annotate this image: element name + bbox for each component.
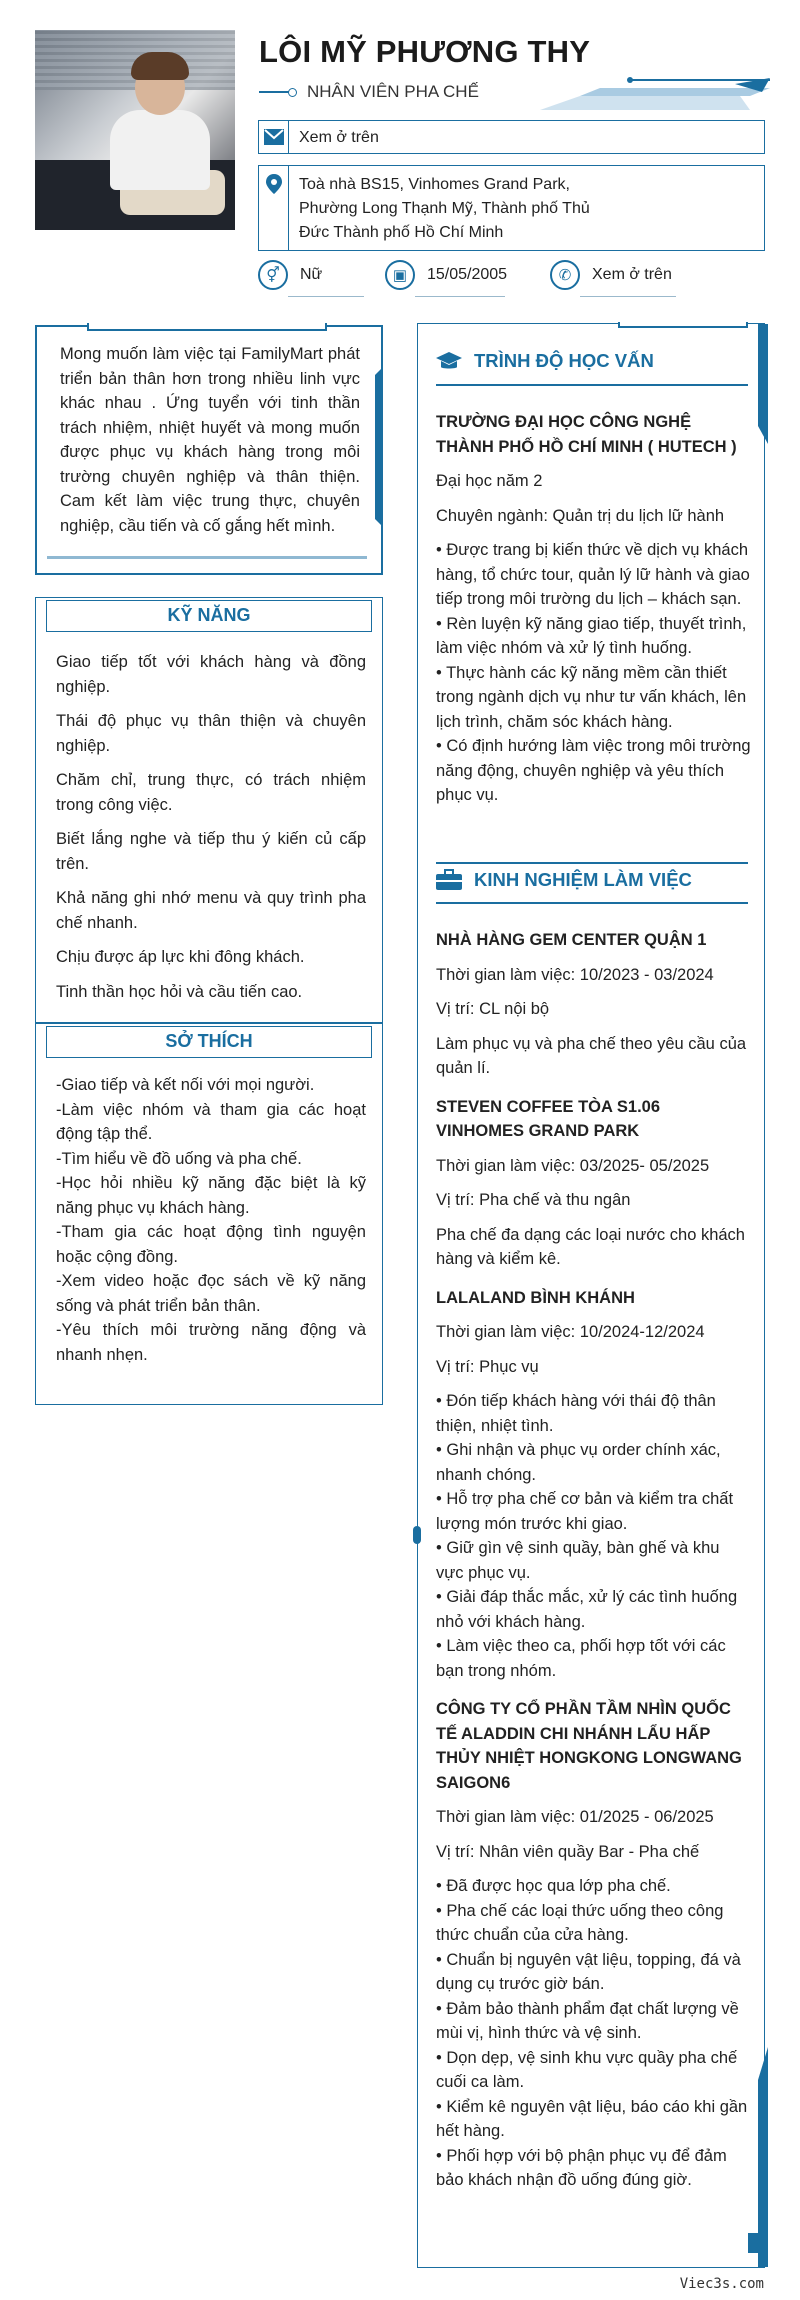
graduation-cap-icon bbox=[436, 350, 462, 372]
skill-item: Thái độ phục vụ thân thiện và chuyên nghiệp. bbox=[56, 712, 366, 755]
job-desc: • Hỗ trợ pha chế cơ bản và kiểm tra chất lượng món trước khi giao. bbox=[436, 1490, 734, 1533]
job-entry bbox=[436, 1697, 751, 2193]
watermark-link[interactable]: Viec3s.com bbox=[679, 2276, 764, 2292]
skill-item: Tinh thần học hỏi và cầu tiến cao. bbox=[56, 982, 303, 1001]
skills-hobbies-panel bbox=[35, 597, 383, 1405]
candidate-name: LÔI MỸ PHƯƠNG THY bbox=[259, 34, 591, 69]
envelope-icon bbox=[259, 121, 289, 153]
education-detail: • Rèn luyện kỹ năng giao tiếp, thuyết trình, làm việc nhóm và xử lý tình huống. bbox=[436, 614, 747, 657]
job-entry bbox=[436, 1095, 751, 1272]
job-desc: • Pha chế các loại thức uống theo công thức chuẩn của cửa hàng. bbox=[436, 1901, 724, 1944]
job-time: Thời gian làm việc: 03/2025- 05/2025 bbox=[436, 1156, 710, 1175]
id-card-icon: ▣ bbox=[385, 260, 415, 290]
hobby-item: -Tham gia các hoạt động tình nguyện hoặc cộng đồng. bbox=[56, 1223, 366, 1266]
education-title: TRÌNH ĐỘ HỌC VẤN bbox=[474, 350, 654, 371]
birthdate-info bbox=[385, 260, 507, 290]
career-objective-text: Mong muốn làm việc tại FamilyMart phát triển bản thân hơn trong nhiều linh vực khác nhau . Ứng tuyển với tinh thần trách nhiệm, nhiệt huyết và mong muốn được phục vụ khách hàng trong môi trường chuyên nghiệp và thân thiện. Cam kết làm việc trung thực, chuyên nghiệp, cầu tiến và cố gắng hết mình. bbox=[60, 345, 360, 535]
job-desc: • Giải đáp thắc mắc, xử lý các tình huống nhỏ với khách hàng. bbox=[436, 1588, 738, 1631]
job-desc: Làm phục vụ và pha chế theo yêu cầu của quản lí. bbox=[436, 1034, 747, 1077]
job-desc: • Phối hợp với bộ phận phục vụ để đảm bảo khách nhận đồ uống đúng giờ. bbox=[436, 2146, 727, 2189]
experience-heading bbox=[436, 869, 692, 891]
job-desc: • Giữ gìn vệ sinh quầy, bàn ghế và khu vực phục vụ. bbox=[436, 1539, 720, 1582]
education-major: Chuyên ngành: Quản trị du lịch lữ hành bbox=[436, 506, 725, 525]
email-field bbox=[258, 120, 765, 154]
job-desc: • Chuẩn bị nguyên vật liệu, topping, đá và dụng cụ trước giờ bán. bbox=[436, 1950, 741, 1993]
address-field bbox=[258, 165, 765, 251]
address-line: Phường Long Thạnh Mỹ, Thành phố Thủ bbox=[299, 200, 590, 217]
job-desc: • Làm việc theo ca, phối hợp tốt với các bạn trong nhóm. bbox=[436, 1637, 726, 1680]
job-company: LALALAND BÌNH KHÁNH bbox=[436, 1288, 635, 1307]
gender-info bbox=[258, 260, 322, 290]
location-pin-icon bbox=[259, 166, 289, 250]
job-company: CÔNG TY CỔ PHẦN TẦM NHÌN QUỐC TẾ ALADDIN CHI NHÁNH LẨU HẤP THỦY NHIỆT HONGKONG LONGWANG SAIGON6 bbox=[436, 1700, 742, 1792]
job-role: Vị trí: CL nội bộ bbox=[436, 1000, 550, 1018]
job-role: Vị trí: Nhân viên quầy Bar - Pha chế bbox=[436, 1842, 700, 1861]
education-detail: • Thực hành các kỹ năng mềm cần thiết trong ngành dịch vụ như tư vấn khách, lên lịch trình, chăm sóc khách hàng. bbox=[436, 663, 747, 731]
job-desc: • Kiểm kê nguyên vật liệu, báo cáo khi gần hết hàng. bbox=[436, 2097, 748, 2140]
job-position-label: NHÂN VIÊN PHA CHẾ bbox=[307, 82, 479, 101]
skills-list bbox=[56, 650, 366, 1014]
birthdate-value: 15/05/2005 bbox=[427, 266, 508, 283]
job-time: Thời gian làm việc: 01/2025 - 06/2025 bbox=[436, 1808, 714, 1826]
skill-item: Giao tiếp tốt với khách hàng và đồng nghiệp. bbox=[56, 653, 366, 696]
address-line: Toà nhà BS15, Vinhomes Grand Park, bbox=[299, 176, 570, 193]
career-objective-box bbox=[35, 325, 383, 575]
phone-info bbox=[550, 260, 672, 290]
job-role: Vị trí: Pha chế và thu ngân bbox=[436, 1191, 631, 1209]
address-line: Đức Thành phố Hồ Chí Minh bbox=[299, 224, 504, 241]
job-company: STEVEN COFFEE TÒA S1.06 VINHOMES GRAND PARK bbox=[436, 1097, 661, 1140]
phone-icon: ✆ bbox=[550, 260, 580, 290]
hobby-item: -Xem video hoặc đọc sách về kỹ năng sống và phát triển bản thân. bbox=[56, 1272, 366, 1315]
job-desc: Pha chế đa dạng các loại nước cho khách hàng và kiểm kê. bbox=[436, 1225, 745, 1268]
job-desc: • Dọn dẹp, vệ sinh khu vực quầy pha chế cuối ca làm. bbox=[436, 2048, 738, 2091]
gender-icon: ⚥ bbox=[258, 260, 288, 290]
education-level: Đại học năm 2 bbox=[436, 472, 543, 490]
education-content bbox=[436, 410, 751, 808]
job-time: Thời gian làm việc: 10/2024-12/2024 bbox=[436, 1323, 705, 1341]
gender-value: Nữ bbox=[300, 266, 323, 283]
job-company: NHÀ HÀNG GEM CENTER QUẬN 1 bbox=[436, 931, 707, 949]
job-role: Vị trí: Phục vụ bbox=[436, 1357, 539, 1376]
experience-title: KINH NGHIỆM LÀM VIỆC bbox=[474, 869, 692, 890]
skill-item: Biết lắng nghe và tiếp thu ý kiến củ cấp trên. bbox=[56, 830, 366, 873]
job-entry bbox=[436, 1286, 751, 1684]
experience-content bbox=[436, 928, 751, 2193]
hobby-item: -Tìm hiểu về đồ uống và pha chế. bbox=[56, 1149, 302, 1168]
education-experience-panel bbox=[417, 323, 765, 2268]
hobby-item: -Yêu thích môi trường năng động và nhanh nhẹn. bbox=[56, 1321, 366, 1364]
skill-item: Chịu được áp lực khi đông khách. bbox=[56, 948, 305, 966]
job-time: Thời gian làm việc: 10/2023 - 03/2024 bbox=[436, 965, 714, 984]
school-name: TRƯỜNG ĐẠI HỌC CÔNG NGHỆ THÀNH PHỐ HỒ CHÍ MINH ( HUTECH ) bbox=[436, 413, 737, 456]
skills-title: KỸ NĂNG bbox=[46, 600, 372, 632]
profile-photo bbox=[35, 30, 235, 230]
skill-item: Khả năng ghi nhớ menu và quy trình pha chế nhanh. bbox=[56, 889, 366, 932]
job-desc: • Đảm bảo thành phẩm đạt chất lượng về mùi vị, hình thức và vệ sinh. bbox=[436, 1999, 739, 2042]
hobby-item: -Học hỏi nhiều kỹ năng đặc biệt là kỹ năng phục vụ khách hàng. bbox=[56, 1174, 366, 1217]
phone-value: Xem ở trên bbox=[592, 266, 672, 283]
job-position bbox=[259, 82, 479, 102]
briefcase-icon bbox=[436, 869, 462, 891]
header-decoration bbox=[540, 74, 770, 114]
hobbies-title: SỞ THÍCH bbox=[46, 1026, 372, 1058]
skill-item: Chăm chỉ, trung thực, có trách nhiệm trong công việc. bbox=[56, 771, 366, 814]
education-detail: • Có định hướng làm việc trong môi trường năng động, chuyên nghiệp và yêu thích phục vụ. bbox=[436, 737, 751, 804]
hobbies-list bbox=[56, 1073, 366, 1367]
arrow-decoration-icon bbox=[259, 91, 295, 93]
education-heading bbox=[436, 350, 654, 372]
job-entry bbox=[436, 928, 751, 1081]
hobby-item: -Làm việc nhóm và tham gia các hoạt động tập thể. bbox=[56, 1100, 366, 1143]
job-desc: • Ghi nhận và phục vụ order chính xác, nhanh chóng. bbox=[436, 1441, 721, 1484]
job-desc: • Đã được học qua lớp pha chế. bbox=[436, 1877, 671, 1895]
email-value: Xem ở trên bbox=[299, 129, 379, 146]
education-detail: • Được trang bị kiến thức về dịch vụ khách hàng, tổ chức tour, quản lý lữ hành và giao tiếp trong môi trường du lịch – khách sạn. bbox=[436, 541, 750, 608]
hobby-item: -Giao tiếp và kết nối với mọi người. bbox=[56, 1076, 315, 1094]
job-desc: • Đón tiếp khách hàng với thái độ thân thiện, nhiệt tình. bbox=[436, 1392, 716, 1435]
